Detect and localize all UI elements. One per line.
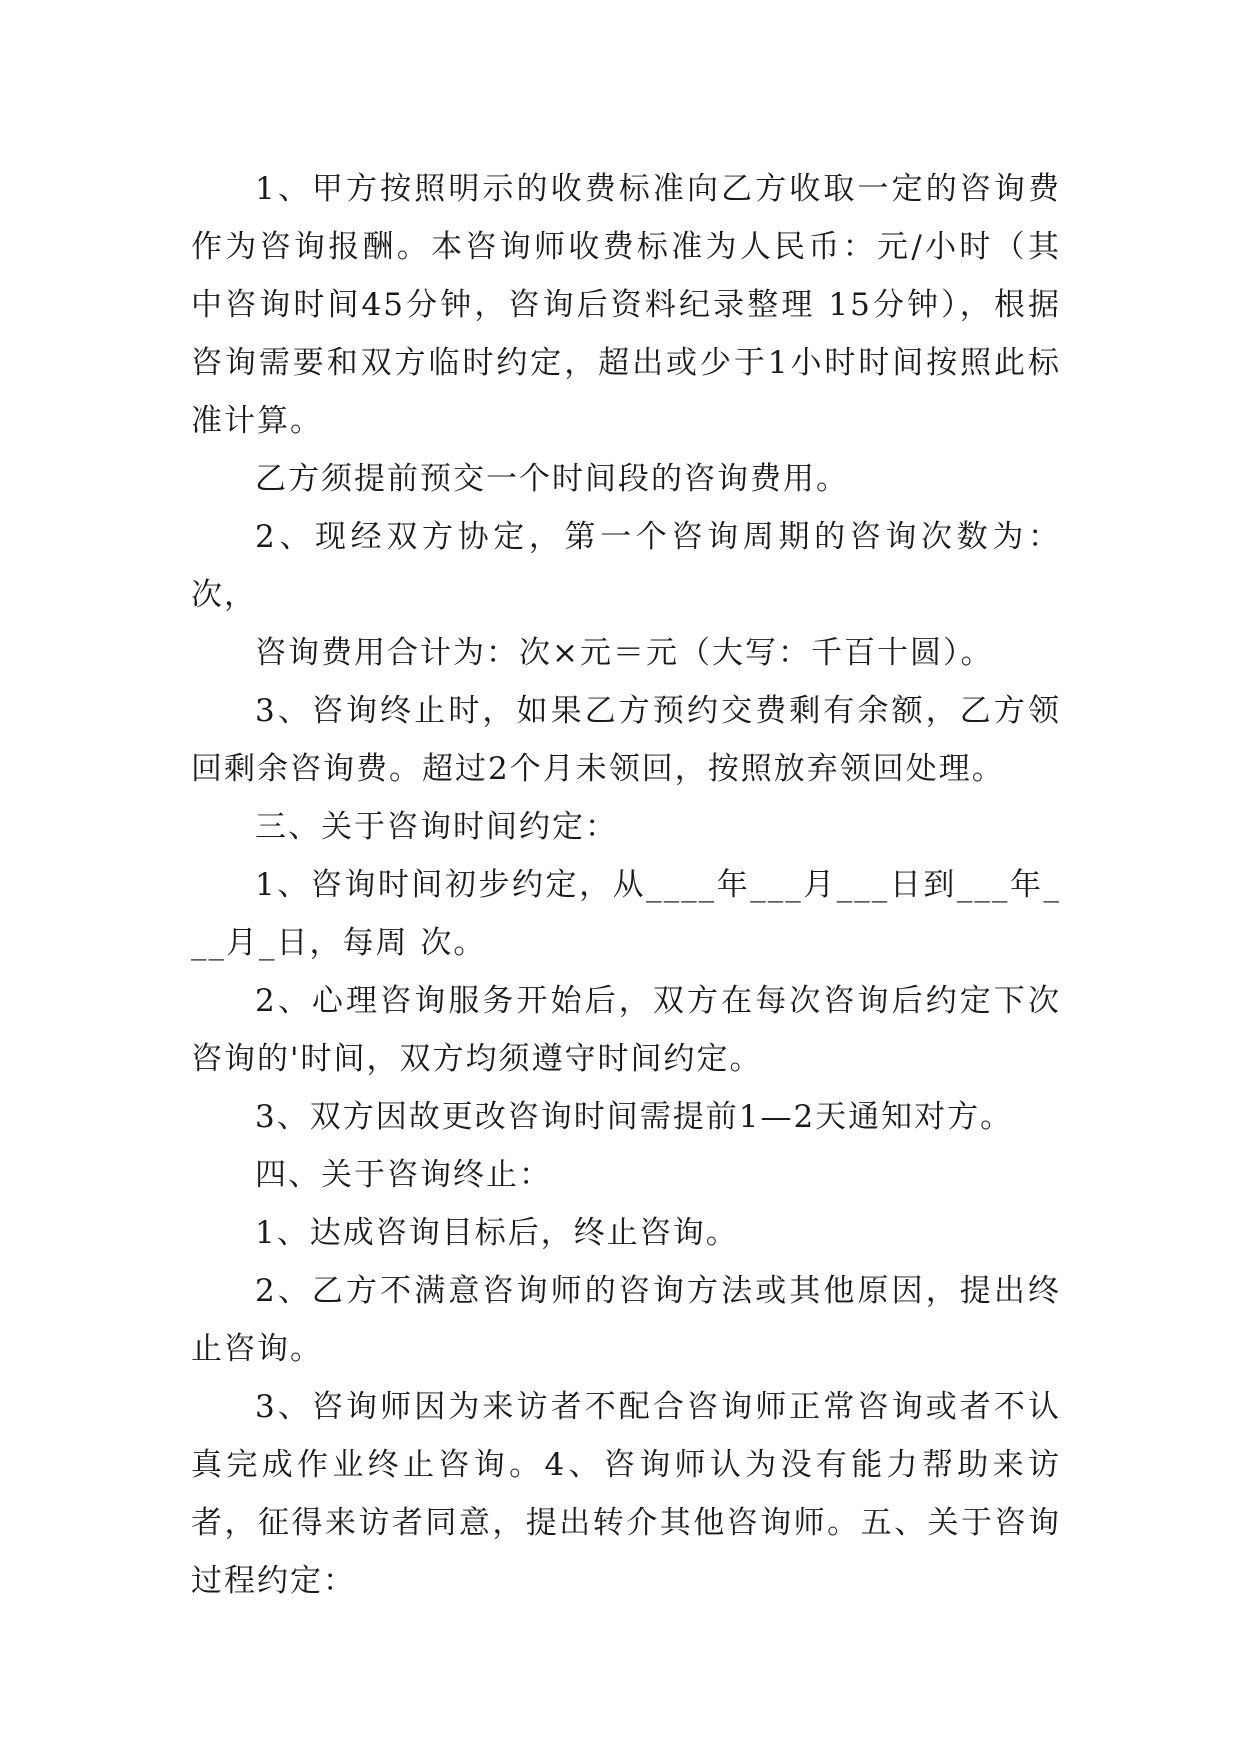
paragraph-time-next: 2、心理咨询服务开始后，双方在每次咨询后约定下次咨询的'时间，双方均须遵守时间约定。: [191, 983, 1061, 1077]
paragraph-session-count: 2、现经双方协定，第一个咨询周期的咨询次数为：次，: [191, 519, 1061, 613]
section-heading-termination: 四、关于咨询终止：: [255, 1157, 552, 1193]
paragraph-termination-counselor: 3、咨询师因为来访者不配合咨询师正常咨询或者不认真完成作业终止咨询。4、咨询师认为没有能力帮助来访者，征得来访者同意，提出转介其他咨询师。五、关于咨询过程约定：: [191, 1389, 1061, 1599]
paragraph-termination-goal: 1、达成咨询目标后，终止咨询。: [255, 1215, 739, 1251]
paragraph-fee-total: 咨询费用合计为：次×元＝元（大写：千百十圆）。: [255, 635, 994, 671]
section-heading-time: 三、关于咨询时间约定：: [255, 809, 618, 845]
paragraph-fee-standard: 1、甲方按照明示的收费标准向乙方收取一定的咨询费作为咨询报酬。本咨询师收费标准为人民币：元/小时（其中咨询时间45分钟，咨询后资料纪录整理 15分钟），根据咨询需要和双方临时约定，超出或少于1小时时间按照此标准计算。: [191, 171, 1061, 439]
paragraph-time-change: 3、双方因故更改咨询时间需提前1—2天通知对方。: [255, 1099, 1014, 1135]
paragraph-refund: 3、咨询终止时，如果乙方预约交费剩有余额，乙方领回剩余咨询费。超过2个月未领回，按照放弃领回处理。: [191, 693, 1061, 787]
paragraph-prepay: 乙方须提前预交一个时间段的咨询费用。: [255, 461, 849, 497]
paragraph-time-initial: 1、咨询时间初步约定，从____年___月___日到___年___月_日，每周 次。: [191, 867, 1061, 961]
document-body: [191, 160, 1061, 1610]
paragraph-termination-client: 2、乙方不满意咨询师的咨询方法或其他原因，提出终止咨询。: [191, 1273, 1061, 1367]
